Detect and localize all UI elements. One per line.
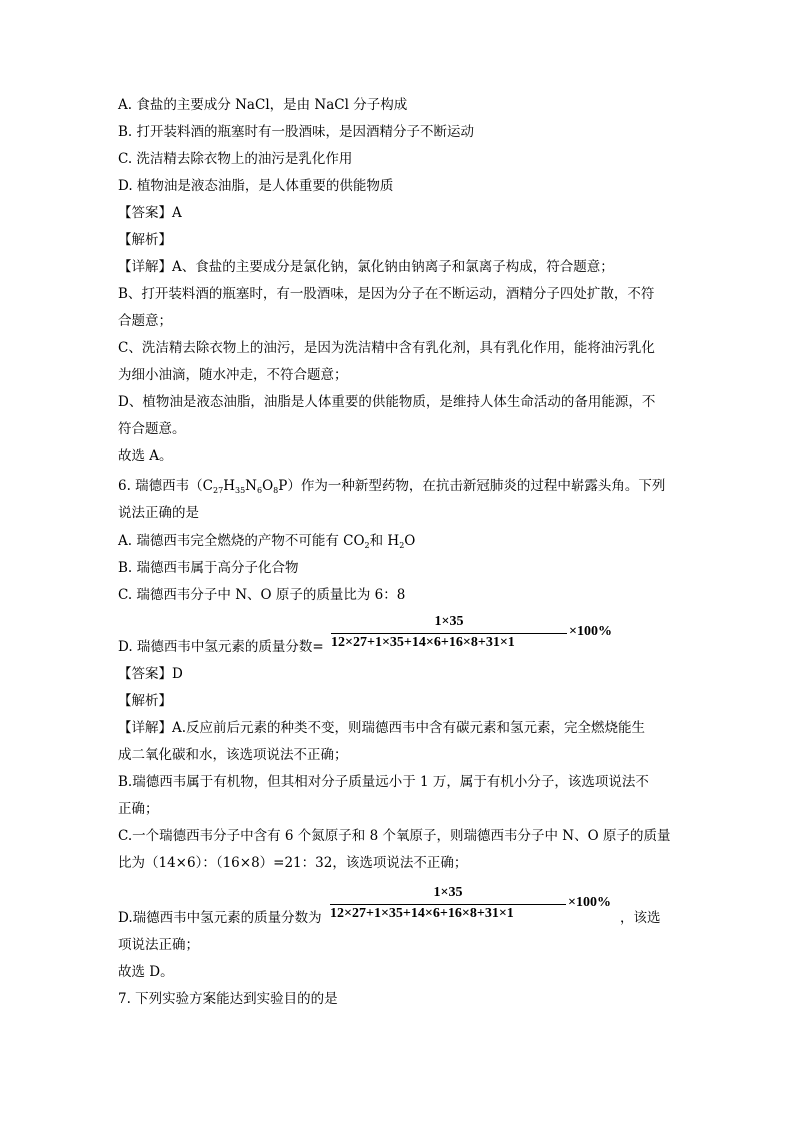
- fraction-numerator: 1×35: [434, 614, 464, 629]
- q6-option-c: C. 瑞德西韦分子中 N、O 原子的质量比为 6：8: [118, 587, 406, 603]
- q6-option-a-end: O: [404, 533, 416, 549]
- q6-option-a-h2o-sub: 2: [399, 541, 405, 550]
- q6-stem-suffix: 作为一种新型药物，在抗击新冠肺炎的过程中崭露头角。下列: [300, 478, 666, 494]
- q6-option-a: [118, 532, 415, 555]
- q7-stem: 7. 下列实验方案能达到实验目的的是: [118, 991, 338, 1007]
- fraction-percent: ×100%: [569, 624, 612, 639]
- q6-option-d-fraction: [331, 614, 621, 656]
- q5-detail-c-line1: C、洗洁精去除衣物上的油污，是因为洗洁精中含有乳化剂，具有乳化作用，能将油污乳化: [118, 340, 655, 356]
- q6-analysis-heading: 【解析】: [118, 693, 172, 709]
- q6-detail-a-line2: 成二氧化碳和水，该选项说法不正确；: [118, 747, 348, 763]
- q6-option-a-co2-sub: 2: [364, 541, 370, 550]
- q6-stem-prefix: 6. 瑞德西韦（C: [118, 478, 214, 494]
- q6-detail-b-line1: B.瑞德西韦属于有机物，但其相对分子质量远小于 1 万，属于有机小分子，该选项说法不: [118, 774, 649, 790]
- q5-detail-a: 【详解】A、食盐的主要成分是氯化钠，氯化钠由钠离子和氯离子构成，符合题意；: [118, 259, 614, 275]
- fraction-percent: ×100%: [568, 895, 611, 910]
- q6-formula-h-label: H: [223, 478, 235, 494]
- q5-detail-b-line1: B、打开装料酒的瓶塞时，有一股酒味，是因为分子在不断运动，酒精分子四处扩散，不符: [118, 286, 655, 302]
- q6-formula-o-label: O: [262, 478, 274, 494]
- q6-conclusion: 故选 D。: [118, 964, 174, 980]
- q6-detail-b-line2: 正确；: [118, 801, 159, 817]
- q6-stem-line1: [118, 477, 665, 500]
- fraction-denominator: 12×27+1×35+14×6+16×8+31×1: [331, 635, 515, 650]
- q5-option-d: D. 植物油是液态油脂，是人体重要的供能物质: [118, 178, 394, 194]
- q6-answer: 【答案】D: [118, 666, 183, 682]
- q6-detail-d-line2: 项说法正确；: [118, 937, 199, 953]
- q6-option-a-mid: 和 H: [369, 533, 400, 549]
- q6-formula-n-count: 6: [256, 486, 263, 495]
- q5-option-a: A. 食盐的主要成分 NaCl，是由 NaCl 分子构成: [118, 97, 408, 113]
- q6-detail-d-suffix: ，该选: [620, 910, 661, 926]
- q6-detail-c-line2: 比为（14×6）：（16×8）=21：32，该选项说法不正确；: [118, 855, 468, 871]
- q6-formula-n-label: N: [245, 478, 257, 494]
- q6-stem-line2: 说法正确的是: [118, 505, 199, 521]
- q5-answer: 【答案】A: [118, 205, 182, 221]
- q6-formula-c-count: 27: [213, 486, 224, 495]
- q6-option-a-prefix: A. 瑞德西韦完全燃烧的产物不可能有 CO: [118, 533, 365, 549]
- q6-option-d-prefix: D. 瑞德西韦中氢元素的质量分数=: [118, 639, 324, 655]
- q6-detail-d-prefix: D.瑞德西韦中氢元素的质量分数为: [118, 910, 322, 926]
- q6-formula-o-count: 8: [273, 486, 279, 495]
- fraction-bar: [331, 633, 567, 634]
- q5-conclusion: 故选 A。: [118, 448, 173, 464]
- q6-detail-c-line1: C.一个瑞德西韦分子中含有 6 个氮原子和 8 个氧原子，则瑞德西韦分子中 N、O 原子的质量: [118, 828, 671, 844]
- fraction-denominator: 12×27+1×35+14×6+16×8+31×1: [330, 906, 514, 921]
- q6-formula-h-count: 35: [234, 486, 246, 495]
- q5-detail-c-line2: 为细小油滴，随水冲走，不符合题意；: [118, 367, 348, 383]
- q6-detail-d-fraction: [330, 885, 620, 927]
- fraction-numerator: 1×35: [433, 885, 463, 900]
- q5-option-b: B. 打开装料酒的瓶塞时有一股酒味，是因酒精分子不断运动: [118, 124, 475, 140]
- q5-detail-d-line1: D、植物油是液态油脂，油脂是人体重要的供能物质，是维持人体生命活动的备用能源，不: [118, 394, 656, 410]
- q6-detail-a-line1: 【详解】A.反应前后元素的种类不变，则瑞德西韦中含有碳元素和氢元素，完全燃烧能生: [118, 720, 646, 736]
- q6-option-b: B. 瑞德西韦属于高分子化合物: [118, 560, 299, 576]
- q5-detail-d-line2: 符合题意。: [118, 421, 186, 437]
- fraction-bar: [330, 904, 566, 905]
- q6-formula-p: P）: [278, 478, 301, 494]
- q5-detail-b-line2: 合题意；: [118, 313, 172, 329]
- q5-option-c: C. 洗洁精去除衣物上的油污是乳化作用: [118, 151, 353, 167]
- q5-analysis-heading: 【解析】: [118, 232, 172, 248]
